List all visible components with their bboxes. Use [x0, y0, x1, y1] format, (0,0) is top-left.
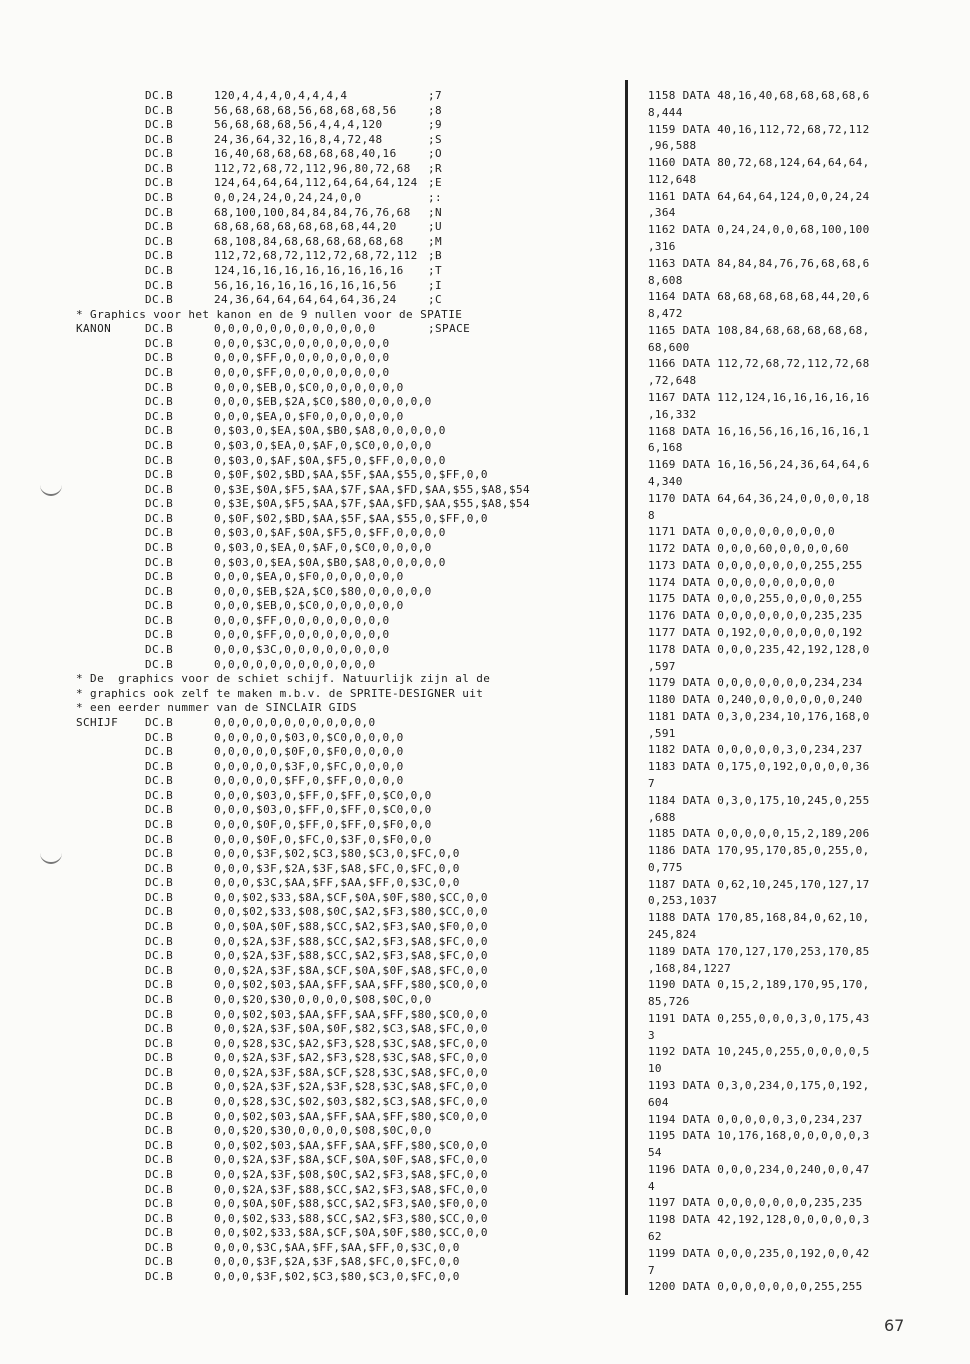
listing-op: DC.B: [145, 1008, 174, 1021]
listing-op: DC.B: [145, 468, 174, 481]
data-line: 1200 DATA 0,0,0,0,0,0,0,255,255: [648, 1280, 863, 1293]
listing-op: DC.B: [145, 1110, 174, 1123]
listing-label: * De graphics voor de schiet schijf. Natuurlijk zijn al de: [76, 672, 491, 685]
listing-args: 0,0,$02,$03,$AA,$FF,$AA,$FF,$80,$C0,0,0: [214, 1008, 488, 1021]
data-line: 1161 DATA 64,64,64,124,0,0,24,24: [648, 190, 870, 203]
listing-op: DC.B: [145, 891, 174, 904]
data-line: 1192 DATA 10,245,0,255,0,0,0,0,5: [648, 1045, 870, 1058]
listing-args: 0,0,$02,$33,$8A,$CF,$0A,$0F,$80,$CC,0,0: [214, 1226, 488, 1239]
listing-args: 16,40,68,68,68,68,68,40,16: [214, 147, 397, 160]
listing-op: DC.B: [145, 541, 174, 554]
listing-op: DC.B: [145, 118, 174, 131]
listing-comment: ;9: [428, 118, 443, 131]
data-line: ,168,84,1227: [648, 962, 732, 975]
data-line: 6,168: [648, 441, 683, 454]
listing-args: 0,0,$20,$30,0,0,0,0,$08,$0C,0,0: [214, 993, 432, 1006]
listing-op: DC.B: [145, 89, 174, 102]
listing-op: DC.B: [145, 147, 174, 160]
data-line: 1175 DATA 0,0,0,255,0,0,0,0,255: [648, 592, 863, 605]
listing-op: DC.B: [145, 964, 174, 977]
data-line: 1187 DATA 0,62,10,245,170,127,17: [648, 878, 870, 891]
listing-args: 0,$03,0,$AF,$0A,$F5,0,$FF,0,0,0,0: [214, 454, 446, 467]
data-line: 1194 DATA 0,0,0,0,0,3,0,234,237: [648, 1113, 863, 1126]
listing-op: DC.B: [145, 133, 174, 146]
binder-hole-mark: [40, 482, 62, 496]
data-line: 1197 DATA 0,0,0,0,0,0,0,235,235: [648, 1196, 863, 1209]
data-line: 1159 DATA 40,16,112,72,68,72,112: [648, 123, 870, 136]
listing-op: DC.B: [145, 191, 174, 204]
listing-args: 112,72,68,72,112,96,80,72,68: [214, 162, 411, 175]
listing-args: 68,68,68,68,68,68,68,44,20: [214, 220, 397, 233]
listing-comment: ;E: [428, 176, 443, 189]
listing-args: 0,0,0,$0F,0,$FC,0,$3F,0,$F0,0,0: [214, 833, 432, 846]
listing-label: KANON: [76, 322, 112, 335]
listing-op: DC.B: [145, 351, 174, 364]
listing-op: DC.B: [145, 935, 174, 948]
listing-op: DC.B: [145, 1153, 174, 1166]
listing-op: DC.B: [145, 1197, 174, 1210]
data-line: 8,608: [648, 274, 683, 287]
listing-args: 0,0,0,$3C,$AA,$FF,$AA,$FF,0,$3C,0,0: [214, 1241, 460, 1254]
data-line: 62: [648, 1230, 662, 1243]
data-line: 1165 DATA 108,84,68,68,68,68,68,: [648, 324, 870, 337]
listing-args: 0,0,24,24,0,24,24,0,0: [214, 191, 362, 204]
listing-op: DC.B: [145, 1037, 174, 1050]
listing-args: 0,0,$28,$3C,$A2,$F3,$28,$3C,$A8,$FC,0,0: [214, 1037, 488, 1050]
listing-op: DC.B: [145, 1270, 174, 1283]
data-line: 1195 DATA 10,176,168,0,0,0,0,0,3: [648, 1129, 870, 1142]
data-line: 8,472: [648, 307, 683, 320]
listing-op: DC.B: [145, 293, 174, 306]
listing-args: 0,0,$2A,$3F,$0A,$0F,$82,$C3,$A8,$FC,0,0: [214, 1022, 488, 1035]
data-line: 1183 DATA 0,175,0,192,0,0,0,0,36: [648, 760, 870, 773]
listing-args: 0,0,0,$EB,$2A,$C0,$80,0,0,0,0,0: [214, 585, 432, 598]
data-line: 1170 DATA 64,64,36,24,0,0,0,0,18: [648, 492, 870, 505]
listing-op: DC.B: [145, 395, 174, 408]
listing-comment: ;N: [428, 206, 443, 219]
page-number: 67: [884, 1316, 905, 1335]
listing-args: 56,68,68,68,56,68,68,68,56: [214, 104, 397, 117]
listing-comment: ;T: [428, 264, 443, 277]
listing-op: DC.B: [145, 585, 174, 598]
data-line: 1169 DATA 16,16,56,24,36,64,64,6: [648, 458, 870, 471]
listing-op: DC.B: [145, 818, 174, 831]
listing-comment: ;U: [428, 220, 443, 233]
listing-op: DC.B: [145, 876, 174, 889]
listing-args: 0,0,$2A,$3F,$88,$CC,$A2,$F3,$A8,$FC,0,0: [214, 935, 488, 948]
listing-args: 0,0,0,$3F,$2A,$3F,$A8,$FC,0,$FC,0,0: [214, 862, 460, 875]
data-line: 7: [648, 1264, 655, 1277]
listing-op: DC.B: [145, 1022, 174, 1035]
listing-args: 56,68,68,68,56,4,4,4,120: [214, 118, 383, 131]
listing-args: 112,72,68,72,112,72,68,72,112: [214, 249, 418, 262]
listing-op: DC.B: [145, 1241, 174, 1254]
listing-label: * een eerder nummer van de SINCLAIR GIDS: [76, 701, 357, 714]
listing-args: 0,0,0,$EB,0,$C0,0,0,0,0,0,0: [214, 599, 404, 612]
listing-op: DC.B: [145, 862, 174, 875]
listing-op: DC.B: [145, 410, 174, 423]
listing-op: DC.B: [145, 381, 174, 394]
listing-args: 0,$03,0,$EA,$0A,$B0,$A8,0,0,0,0,0: [214, 556, 446, 569]
listing-op: DC.B: [145, 993, 174, 1006]
listing-op: DC.B: [145, 949, 174, 962]
data-line: 4,340: [648, 475, 683, 488]
data-line: 85,726: [648, 995, 690, 1008]
listing-args: 0,0,0,$3C,$AA,$FF,$AA,$FF,0,$3C,0,0: [214, 876, 460, 889]
listing-args: 0,0,$2A,$3F,$2A,$3F,$28,$3C,$A8,$FC,0,0: [214, 1080, 488, 1093]
data-line: 1180 DATA 0,240,0,0,0,0,0,0,240: [648, 693, 863, 706]
data-line: 0,775: [648, 861, 683, 874]
data-line: 7: [648, 777, 655, 790]
data-line: 1190 DATA 0,15,2,189,170,95,170,: [648, 978, 870, 991]
listing-args: 0,0,$0A,$0F,$88,$CC,$A2,$F3,$A0,$F0,0,0: [214, 1197, 488, 1210]
listing-op: DC.B: [145, 337, 174, 350]
listing-op: DC.B: [145, 658, 174, 671]
data-line: 1158 DATA 48,16,40,68,68,68,68,6: [648, 89, 870, 102]
listing-comment: ;O: [428, 147, 443, 160]
listing-args: 0,0,0,$3C,0,0,0,0,0,0,0,0: [214, 337, 390, 350]
listing-comment: ;S: [428, 133, 443, 146]
listing-op: DC.B: [145, 176, 174, 189]
data-line: ,591: [648, 727, 676, 740]
listing-op: DC.B: [145, 599, 174, 612]
listing-op: DC.B: [145, 366, 174, 379]
listing-op: DC.B: [145, 322, 174, 335]
listing-args: 0,0,0,$EA,0,$F0,0,0,0,0,0,0: [214, 570, 404, 583]
listing-args: 0,0,0,$FF,0,0,0,0,0,0,0,0: [214, 614, 390, 627]
data-line: 1185 DATA 0,0,0,0,0,15,2,189,206: [648, 827, 870, 840]
listing-args: 0,0,$02,$33,$88,$CC,$A2,$F3,$80,$CC,0,0: [214, 1212, 488, 1225]
listing-op: DC.B: [145, 1066, 174, 1079]
listing-args: 0,0,0,0,0,$03,0,$C0,0,0,0,0: [214, 731, 404, 744]
listing-op: DC.B: [145, 803, 174, 816]
data-line: ,597: [648, 660, 676, 673]
listing-args: 0,0,$2A,$3F,$8A,$CF,$28,$3C,$A8,$FC,0,0: [214, 1066, 488, 1079]
data-line: 1191 DATA 0,255,0,0,0,3,0,175,43: [648, 1012, 870, 1025]
listing-comment: ;8: [428, 104, 443, 117]
listing-args: 0,0,$02,$03,$AA,$FF,$AA,$FF,$80,$C0,0,0: [214, 1139, 488, 1152]
listing-args: 0,$03,0,$EA,0,$AF,0,$C0,0,0,0,0: [214, 541, 432, 554]
listing-args: 0,0,$20,$30,0,0,0,0,$08,$0C,0,0: [214, 1124, 432, 1137]
listing-label: * graphics ook zelf te maken m.b.v. de SPRITE-DESIGNER uit: [76, 687, 484, 700]
listing-args: 0,$0F,$02,$BD,$AA,$5F,$AA,$55,0,$FF,0,0: [214, 468, 488, 481]
listing-comment: ;7: [428, 89, 443, 102]
data-line: 1167 DATA 112,124,16,16,16,16,16: [648, 391, 870, 404]
data-line: 4: [648, 1180, 655, 1193]
listing-comment: ;M: [428, 235, 443, 248]
data-line: 245,824: [648, 928, 697, 941]
data-line: 604: [648, 1096, 669, 1109]
listing-args: 0,0,$02,$33,$08,$0C,$A2,$F3,$80,$CC,0,0: [214, 905, 488, 918]
listing-args: 0,0,0,$3F,$02,$C3,$80,$C3,0,$FC,0,0: [214, 847, 460, 860]
listing-args: 0,0,0,0,0,0,0,0,0,0,0,0: [214, 658, 376, 671]
listing-args: 0,0,$2A,$3F,$8A,$CF,$0A,$0F,$A8,$FC,0,0: [214, 964, 488, 977]
listing-args: 120,4,4,4,0,4,4,4,4: [214, 89, 348, 102]
data-line: ,364: [648, 206, 676, 219]
listing-label: SCHIJF: [76, 716, 119, 729]
listing-args: 0,0,0,0,0,$0F,0,$F0,0,0,0,0: [214, 745, 404, 758]
listing-op: DC.B: [145, 249, 174, 262]
listing-op: DC.B: [145, 454, 174, 467]
data-line: 1184 DATA 0,3,0,175,10,245,0,255: [648, 794, 870, 807]
listing-args: 0,$03,0,$EA,$0A,$B0,$A8,0,0,0,0,0: [214, 424, 446, 437]
listing-args: 0,0,0,0,0,$FF,0,$FF,0,0,0,0: [214, 774, 404, 787]
listing-op: DC.B: [145, 483, 174, 496]
listing-op: DC.B: [145, 206, 174, 219]
listing-op: DC.B: [145, 1139, 174, 1152]
data-line: 1189 DATA 170,127,170,253,170,85: [648, 945, 870, 958]
listing-op: DC.B: [145, 1080, 174, 1093]
listing-args: 124,16,16,16,16,16,16,16,16: [214, 264, 404, 277]
data-line: 1182 DATA 0,0,0,0,0,3,0,234,237: [648, 743, 863, 756]
data-line: 1179 DATA 0,0,0,0,0,0,0,234,234: [648, 676, 863, 689]
listing-op: DC.B: [145, 745, 174, 758]
data-line: 54: [648, 1146, 662, 1159]
listing-comment: ;I: [428, 279, 443, 292]
data-line: 3: [648, 1029, 655, 1042]
listing-op: DC.B: [145, 905, 174, 918]
listing-op: DC.B: [145, 833, 174, 846]
listing-args: 0,0,$2A,$3F,$08,$0C,$A2,$F3,$A8,$FC,0,0: [214, 1168, 488, 1181]
listing-op: DC.B: [145, 264, 174, 277]
listing-op: DC.B: [145, 643, 174, 656]
data-line: 68,600: [648, 341, 690, 354]
data-line: 1173 DATA 0,0,0,0,0,0,0,255,255: [648, 559, 863, 572]
data-line: ,72,648: [648, 374, 697, 387]
data-line: 1172 DATA 0,0,0,60,0,0,0,0,60: [648, 542, 849, 555]
binder-hole-mark: [40, 850, 62, 864]
data-line: 1162 DATA 0,24,24,0,0,68,100,100: [648, 223, 870, 236]
listing-op: DC.B: [145, 1168, 174, 1181]
data-line: 8: [648, 509, 655, 522]
column-divider: [625, 80, 628, 1295]
listing-args: 0,0,0,0,0,$3F,0,$FC,0,0,0,0: [214, 760, 404, 773]
listing-args: 56,16,16,16,16,16,16,16,56: [214, 279, 397, 292]
listing-op: DC.B: [145, 235, 174, 248]
listing-args: 68,100,100,84,84,84,76,76,68: [214, 206, 411, 219]
listing-op: DC.B: [145, 1124, 174, 1137]
listing-op: DC.B: [145, 556, 174, 569]
listing-op: DC.B: [145, 1212, 174, 1225]
listing-args: 24,36,64,64,64,64,64,36,24: [214, 293, 397, 306]
listing-op: DC.B: [145, 279, 174, 292]
data-line: 1166 DATA 112,72,68,72,112,72,68: [648, 357, 870, 370]
data-line: 1177 DATA 0,192,0,0,0,0,0,0,192: [648, 626, 863, 639]
data-line: 1188 DATA 170,85,168,84,0,62,10,: [648, 911, 870, 924]
listing-op: DC.B: [145, 716, 174, 729]
listing-args: 0,0,0,$FF,0,0,0,0,0,0,0,0: [214, 628, 390, 641]
listing-op: DC.B: [145, 760, 174, 773]
data-line: ,96,588: [648, 139, 697, 152]
listing-comment: ;B: [428, 249, 443, 262]
data-line: 112,648: [648, 173, 697, 186]
listing-op: DC.B: [145, 1255, 174, 1268]
data-line: ,16,332: [648, 408, 697, 421]
listing-op: DC.B: [145, 439, 174, 452]
listing-args: 0,0,0,$3F,$2A,$3F,$A8,$FC,0,$FC,0,0: [214, 1255, 460, 1268]
listing-args: 0,0,0,$03,0,$FF,0,$FF,0,$C0,0,0: [214, 789, 432, 802]
listing-op: DC.B: [145, 628, 174, 641]
listing-comment: ;:: [428, 191, 443, 204]
listing-args: 0,0,0,0,0,0,0,0,0,0,0,0: [214, 322, 376, 335]
listing-op: DC.B: [145, 789, 174, 802]
listing-args: 124,64,64,64,112,64,64,64,124: [214, 176, 418, 189]
data-line: 1178 DATA 0,0,0,235,42,192,128,0: [648, 643, 870, 656]
listing-args: 0,$03,0,$EA,0,$AF,0,$C0,0,0,0,0: [214, 439, 432, 452]
listing-args: 0,0,0,$FF,0,0,0,0,0,0,0,0: [214, 351, 390, 364]
listing-op: DC.B: [145, 978, 174, 991]
listing-op: DC.B: [145, 104, 174, 117]
listing-op: DC.B: [145, 1095, 174, 1108]
listing-args: 0,0,$0A,$0F,$88,$CC,$A2,$F3,$A0,$F0,0,0: [214, 920, 488, 933]
listing-op: DC.B: [145, 731, 174, 744]
listing-comment: ;R: [428, 162, 443, 175]
listing-args: 0,0,$2A,$3F,$A2,$F3,$28,$3C,$A8,$FC,0,0: [214, 1051, 488, 1064]
listing-args: 0,0,$02,$03,$AA,$FF,$AA,$FF,$80,$C0,0,0: [214, 978, 488, 991]
listing-args: 0,$03,0,$AF,$0A,$F5,0,$FF,0,0,0,0: [214, 526, 446, 539]
listing-args: 0,0,$02,$33,$8A,$CF,$0A,$0F,$80,$CC,0,0: [214, 891, 488, 904]
data-line: ,316: [648, 240, 676, 253]
data-line: ,688: [648, 811, 676, 824]
listing-op: DC.B: [145, 526, 174, 539]
listing-args: 0,$3E,$0A,$F5,$AA,$7F,$AA,$FD,$AA,$55,$A8,$54: [214, 497, 531, 510]
listing-args: 0,0,0,$03,0,$FF,0,$FF,0,$C0,0,0: [214, 803, 432, 816]
listing-op: DC.B: [145, 614, 174, 627]
listing-args: 0,$3E,$0A,$F5,$AA,$7F,$AA,$FD,$AA,$55,$A8,$54: [214, 483, 531, 496]
listing-args: 0,0,$2A,$3F,$88,$CC,$A2,$F3,$A8,$FC,0,0: [214, 1183, 488, 1196]
listing-args: 0,0,0,$3F,$02,$C3,$80,$C3,0,$FC,0,0: [214, 1270, 460, 1283]
data-line: 1199 DATA 0,0,0,235,0,192,0,0,42: [648, 1247, 870, 1260]
listing-args: 0,0,$2A,$3F,$8A,$CF,$0A,$0F,$A8,$FC,0,0: [214, 1153, 488, 1166]
data-line: 1164 DATA 68,68,68,68,68,44,20,6: [648, 290, 870, 303]
data-line: 1174 DATA 0,0,0,0,0,0,0,0,0: [648, 576, 835, 589]
listing-op: DC.B: [145, 1051, 174, 1064]
listing-args: 0,0,$2A,$3F,$88,$CC,$A2,$F3,$A8,$FC,0,0: [214, 949, 488, 962]
listing-op: DC.B: [145, 497, 174, 510]
listing-op: DC.B: [145, 570, 174, 583]
listing-args: 0,0,0,$FF,0,0,0,0,0,0,0,0: [214, 366, 390, 379]
listing-op: DC.B: [145, 162, 174, 175]
data-line: 1193 DATA 0,3,0,234,0,175,0,192,: [648, 1079, 870, 1092]
listing-args: 0,0,0,$EB,0,$C0,0,0,0,0,0,0: [214, 381, 404, 394]
data-line: 10: [648, 1062, 662, 1075]
listing-args: 0,0,0,$EA,0,$F0,0,0,0,0,0,0: [214, 410, 404, 423]
listing-op: DC.B: [145, 847, 174, 860]
data-line: 0,253,1037: [648, 894, 718, 907]
data-line: 1198 DATA 42,192,128,0,0,0,0,0,3: [648, 1213, 870, 1226]
data-line: 1168 DATA 16,16,56,16,16,16,16,1: [648, 425, 870, 438]
data-line: 1160 DATA 80,72,68,124,64,64,64,: [648, 156, 870, 169]
listing-op: DC.B: [145, 220, 174, 233]
listing-op: DC.B: [145, 512, 174, 525]
data-line: 1171 DATA 0,0,0,0,0,0,0,0,0: [648, 525, 835, 538]
listing-args: 68,108,84,68,68,68,68,68,68: [214, 235, 404, 248]
data-line: 1176 DATA 0,0,0,0,0,0,0,235,235: [648, 609, 863, 622]
listing-args: 24,36,64,32,16,8,4,72,48: [214, 133, 383, 146]
listing-args: 0,0,$28,$3C,$02,$03,$82,$C3,$A8,$FC,0,0: [214, 1095, 488, 1108]
listing-label: * Graphics voor het kanon en de 9 nullen voor de SPATIE: [76, 308, 463, 321]
data-line: 1196 DATA 0,0,0,234,0,240,0,0,47: [648, 1163, 870, 1176]
listing-comment: ;C: [428, 293, 443, 306]
listing-op: DC.B: [145, 424, 174, 437]
listing-op: DC.B: [145, 774, 174, 787]
data-line: 8,444: [648, 106, 683, 119]
listing-op: DC.B: [145, 1226, 174, 1239]
listing-args: 0,0,0,0,0,0,0,0,0,0,0,0: [214, 716, 376, 729]
data-line: 1186 DATA 170,95,170,85,0,255,0,: [648, 844, 870, 857]
listing-args: 0,0,0,$EB,$2A,$C0,$80,0,0,0,0,0: [214, 395, 432, 408]
listing-args: 0,0,0,$3C,0,0,0,0,0,0,0,0: [214, 643, 390, 656]
listing-op: DC.B: [145, 1183, 174, 1196]
listing-args: 0,0,$02,$03,$AA,$FF,$AA,$FF,$80,$C0,0,0: [214, 1110, 488, 1123]
listing-comment: ;SPACE: [428, 322, 471, 335]
data-line: 1181 DATA 0,3,0,234,10,176,168,0: [648, 710, 870, 723]
listing-args: 0,$0F,$02,$BD,$AA,$5F,$AA,$55,0,$FF,0,0: [214, 512, 488, 525]
listing-args: 0,0,0,$0F,0,$FF,0,$FF,0,$F0,0,0: [214, 818, 432, 831]
listing-op: DC.B: [145, 920, 174, 933]
data-line: 1163 DATA 84,84,84,76,76,68,68,6: [648, 257, 870, 270]
